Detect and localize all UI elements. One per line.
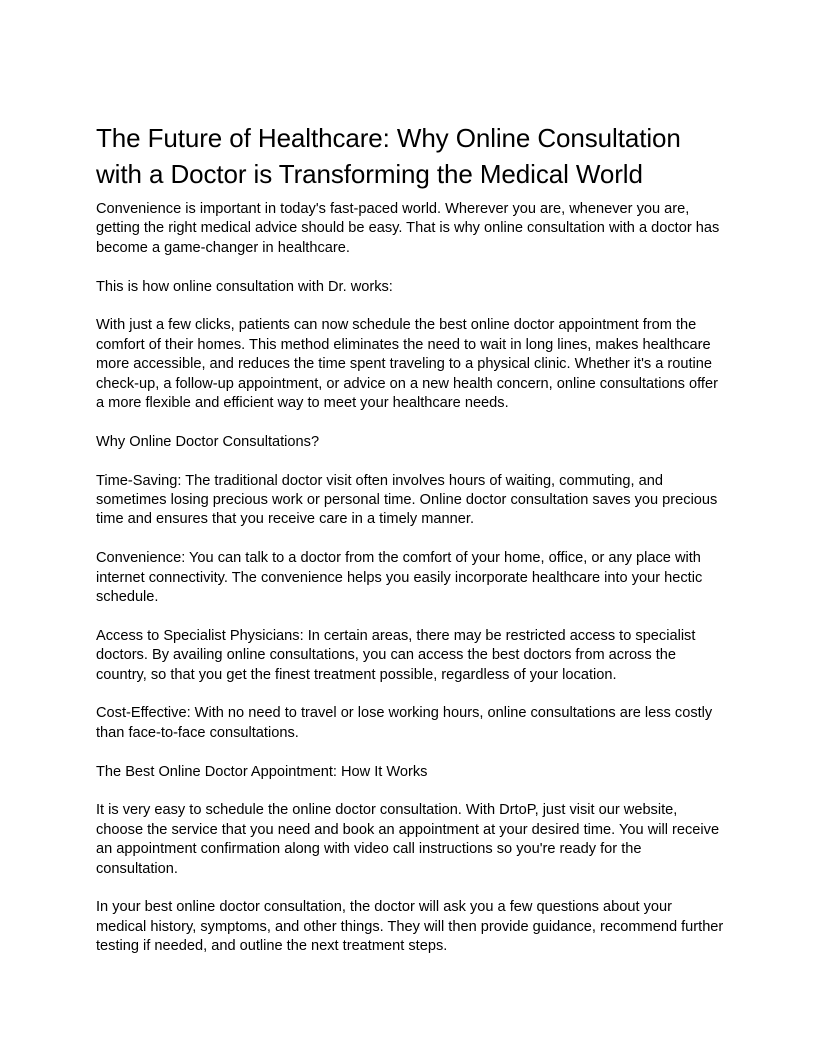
paragraph-convenience: Convenience: You can talk to a doctor from the comfort of your home, office, or any place with internet connectivity. The convenience helps you easily incorporate healthcare into your hectic schedule.	[96, 550, 703, 606]
paragraph-best-appointment-heading: The Best Online Doctor Appointment: How It Works	[96, 763, 428, 780]
paragraph-intro: Convenience is important in today's fast-paced world. Wherever you are, whenever you are, getting the right medical advice should be easy. That is why online consultation with a doctor has become a game-changer in healthcare.	[96, 201, 720, 256]
paragraph-why-heading: Why Online Doctor Consultations?	[96, 433, 320, 450]
paragraph-specialists: Access to Specialist Physicians: In certain areas, there may be restricted access to specialist doctors. By availing online consultations, you can access the best doctors from across the country, so that you get the finest treatment possible, regardless of your location.	[96, 627, 696, 683]
paragraph-cost-effective: Cost-Effective: With no need to travel or lose working hours, online consultations are less costly than face-to-face consultations.	[96, 705, 713, 741]
paragraph-time-saving: Time-Saving: The traditional doctor visit often involves hours of waiting, commuting, and sometimes losing precious work or personal time. Online doctor consultation saves you precious time and ensures that you receive care in a timely manner.	[96, 472, 718, 528]
paragraph-scheduling: It is very easy to schedule the online doctor consultation. With DrtoP, just visit our website, choose the service that you need and book an appointment at your desired time. You will receive an appointment confirmation along with video call instructions so you're ready for the consultation.	[96, 802, 720, 877]
document-page	[96, 120, 724, 976]
paragraph-how-it-works: With just a few clicks, patients can now schedule the best online doctor appointment from the comfort of their homes. This method eliminates the need to wait in long lines, makes healthcare more accessible, and reduces the time spent traveling to a physical clinic. Whether it's a routine check-up, a follow-up appointment, or advice on a new health concern, online consultations offer a more flexible and efficient way to meet your healthcare needs.	[96, 317, 718, 412]
paragraph-how-it-works-heading: This is how online consultation with Dr. works:	[96, 278, 393, 295]
paragraph-consultation-process: In your best online doctor consultation, the doctor will ask you a few questions about your medical history, symptoms, and other things. They will then provide guidance, recommend further testing if needed, and outline the next treatment steps.	[96, 899, 724, 955]
document-title: The Future of Healthcare: Why Online Consultation with a Doctor is Transforming the Medical World	[96, 123, 681, 189]
